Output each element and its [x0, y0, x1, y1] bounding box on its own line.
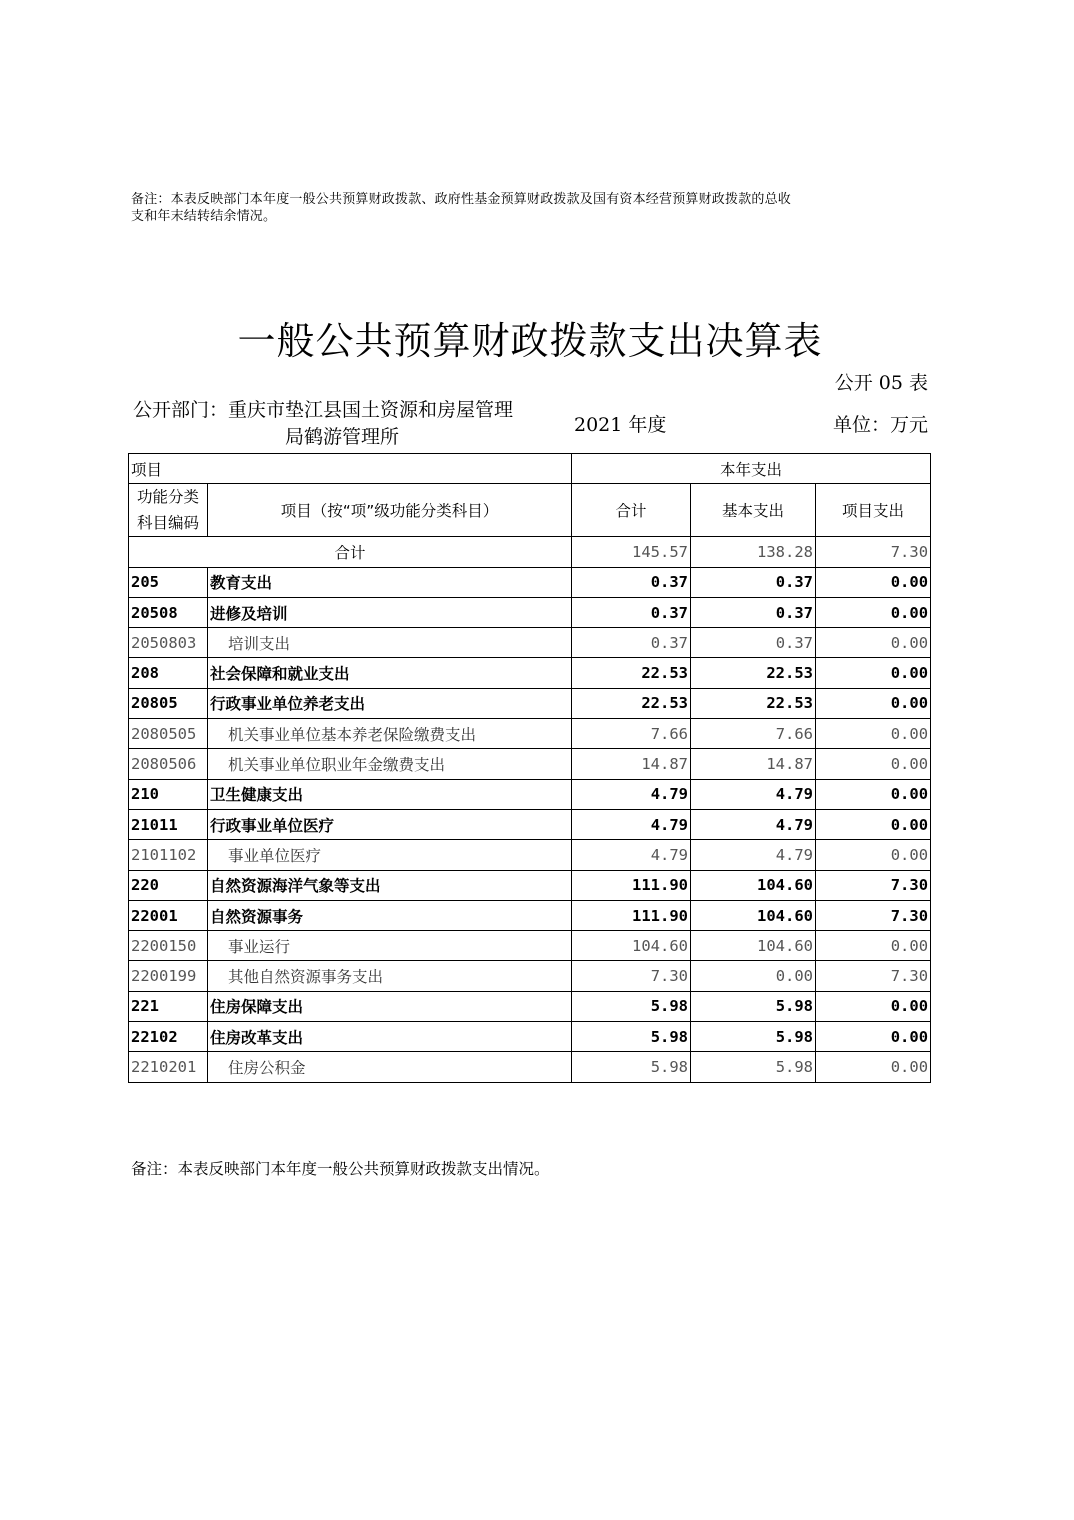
- row-code: 20805: [129, 688, 208, 718]
- row-name: 行政事业单位养老支出: [208, 688, 572, 718]
- header-current-year: 本年支出: [572, 454, 931, 484]
- expenditure-table: [128, 453, 931, 1083]
- row-basic: 5.98: [691, 1022, 816, 1052]
- row-code: 2200199: [129, 961, 208, 991]
- department-line1: 公开部门：重庆市垫江县国土资源和房屋管理: [133, 399, 514, 421]
- page-title: 一般公共预算财政拨款支出决算表: [237, 319, 823, 363]
- bottom-note: 备注：本表反映部门本年度一般公共预算财政拨款支出情况。: [131, 1160, 550, 1178]
- header-project-expense: 项目支出: [816, 484, 931, 537]
- row-total: 14.87: [572, 749, 691, 779]
- table-number: 公开 05 表: [834, 372, 928, 394]
- table-row: [129, 628, 931, 658]
- row-code: 2101102: [129, 840, 208, 870]
- table-row: [129, 658, 931, 688]
- unit-label: 单位：万元: [832, 414, 928, 436]
- row-code: 22102: [129, 1022, 208, 1052]
- table-row: [129, 961, 931, 991]
- row-total: 111.90: [572, 900, 691, 930]
- row-total: 4.79: [572, 809, 691, 839]
- department-line2: 局鹤游管理所: [285, 426, 400, 448]
- row-total: 5.98: [572, 991, 691, 1021]
- row-basic: 104.60: [691, 870, 816, 900]
- header-name: 项目（按“项”级功能分类科目）: [208, 484, 572, 537]
- total-row: [129, 537, 931, 567]
- row-name: 自然资源事务: [208, 900, 572, 930]
- row-project: 0.00: [816, 840, 931, 870]
- row-name: 行政事业单位医疗: [208, 809, 572, 839]
- row-name: 机关事业单位基本养老保险缴费支出: [208, 719, 572, 749]
- row-total: 7.30: [572, 961, 691, 991]
- row-project: 7.30: [816, 900, 931, 930]
- row-project: 0.00: [816, 749, 931, 779]
- row-basic: 22.53: [691, 658, 816, 688]
- row-total: 0.37: [572, 597, 691, 627]
- row-basic: 5.98: [691, 1052, 816, 1082]
- table-row: [129, 840, 931, 870]
- header-project: 项目: [129, 454, 572, 484]
- row-code: 205: [129, 567, 208, 597]
- row-name: 机关事业单位职业年金缴费支出: [208, 749, 572, 779]
- top-note: [131, 191, 871, 225]
- row-name: 住房改革支出: [208, 1022, 572, 1052]
- row-basic: 7.66: [691, 719, 816, 749]
- row-name: 住房公积金: [208, 1052, 572, 1082]
- header-code-line1: 功能分类: [136, 488, 199, 507]
- row-project: 0.00: [816, 688, 931, 718]
- row-basic: 22.53: [691, 688, 816, 718]
- row-name: 住房保障支出: [208, 991, 572, 1021]
- row-project: 0.00: [816, 719, 931, 749]
- row-code: 20508: [129, 597, 208, 627]
- total-basic: 138.28: [691, 537, 816, 567]
- row-basic: 5.98: [691, 991, 816, 1021]
- row-basic: 14.87: [691, 749, 816, 779]
- row-basic: 104.60: [691, 931, 816, 961]
- row-total: 4.79: [572, 779, 691, 809]
- row-code: 220: [129, 870, 208, 900]
- row-code: 21011: [129, 809, 208, 839]
- row-code: 2210201: [129, 1052, 208, 1082]
- header-row-1: [129, 454, 931, 484]
- row-basic: 0.37: [691, 567, 816, 597]
- row-name: 事业运行: [208, 931, 572, 961]
- row-project: 0.00: [816, 809, 931, 839]
- row-total: 5.98: [572, 1022, 691, 1052]
- row-name: 社会保障和就业支出: [208, 658, 572, 688]
- fiscal-year: 2021 年度: [574, 414, 667, 436]
- row-name: 进修及培训: [208, 597, 572, 627]
- row-name: 事业单位医疗: [208, 840, 572, 870]
- header-row-2: [129, 484, 931, 537]
- row-project: 0.00: [816, 1052, 931, 1082]
- row-name: 卫生健康支出: [208, 779, 572, 809]
- row-code: 2050803: [129, 628, 208, 658]
- row-project: 0.00: [816, 779, 931, 809]
- row-code: 2200150: [129, 931, 208, 961]
- row-code: 221: [129, 991, 208, 1021]
- row-total: 0.37: [572, 628, 691, 658]
- row-project: 0.00: [816, 1022, 931, 1052]
- total-amount: 145.57: [572, 537, 691, 567]
- table-row: [129, 749, 931, 779]
- row-project: 7.30: [816, 961, 931, 991]
- row-name: 自然资源海洋气象等支出: [208, 870, 572, 900]
- total-project: 7.30: [816, 537, 931, 567]
- top-note-line1: 备注：本表反映部门本年度一般公共预算财政拨款、政府性基金预算财政拨款及国有资本经营预算财政拨款的总收: [131, 192, 792, 207]
- row-basic: 4.79: [691, 840, 816, 870]
- row-name: 其他自然资源事务支出: [208, 961, 572, 991]
- table-row: [129, 870, 931, 900]
- header-basic: 基本支出: [691, 484, 816, 537]
- row-project: 7.30: [816, 870, 931, 900]
- row-project: 0.00: [816, 567, 931, 597]
- row-basic: 0.37: [691, 628, 816, 658]
- top-note-line2: 支和年末结转结余情况。: [131, 209, 277, 224]
- row-project: 0.00: [816, 991, 931, 1021]
- row-basic: 4.79: [691, 809, 816, 839]
- row-code: 2080506: [129, 749, 208, 779]
- row-total: 104.60: [572, 931, 691, 961]
- department: [133, 397, 573, 451]
- row-basic: 104.60: [691, 900, 816, 930]
- table-row: [129, 719, 931, 749]
- header-code-line2: 科目编码: [136, 514, 199, 533]
- header-code: [129, 484, 208, 537]
- row-basic: 4.79: [691, 779, 816, 809]
- row-code: 210: [129, 779, 208, 809]
- row-name: 培训支出: [208, 628, 572, 658]
- table-row: [129, 991, 931, 1021]
- row-project: 0.00: [816, 658, 931, 688]
- table-row: [129, 688, 931, 718]
- row-basic: 0.37: [691, 597, 816, 627]
- row-code: 208: [129, 658, 208, 688]
- row-project: 0.00: [816, 628, 931, 658]
- row-total: 111.90: [572, 870, 691, 900]
- row-total: 22.53: [572, 688, 691, 718]
- table-row: [129, 931, 931, 961]
- row-code: 22001: [129, 900, 208, 930]
- table-row: [129, 900, 931, 930]
- row-basic: 0.00: [691, 961, 816, 991]
- row-project: 0.00: [816, 597, 931, 627]
- table-row: [129, 567, 931, 597]
- row-total: 0.37: [572, 567, 691, 597]
- row-total: 7.66: [572, 719, 691, 749]
- table-row: [129, 1052, 931, 1082]
- table-row: [129, 1022, 931, 1052]
- row-name: 教育支出: [208, 567, 572, 597]
- table-row: [129, 779, 931, 809]
- row-total: 4.79: [572, 840, 691, 870]
- table-row: [129, 597, 931, 627]
- total-label: 合计: [129, 537, 572, 567]
- row-total: 5.98: [572, 1052, 691, 1082]
- row-total: 22.53: [572, 658, 691, 688]
- header-total: 合计: [572, 484, 691, 537]
- row-project: 0.00: [816, 931, 931, 961]
- row-code: 2080505: [129, 719, 208, 749]
- table-row: [129, 809, 931, 839]
